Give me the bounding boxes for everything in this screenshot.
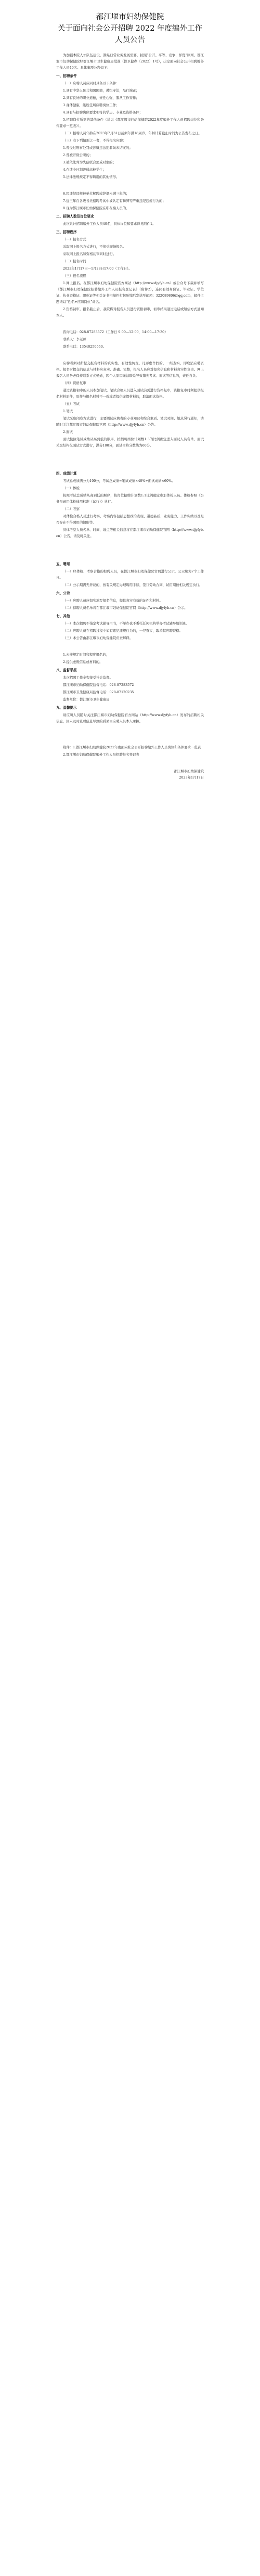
signature-date: 2023年1月17日 (179, 775, 204, 780)
s7-item: （二）应聘人员在招聘过程中如有违纪违规行为的，一经查实，取消其应聘资格。 (63, 629, 183, 633)
s1-exclusion-item: 6.因违纪违规被单位解聘或辞退未满三年的； (63, 192, 129, 196)
s3-consult-phone: 联系电话：13540250660。 (63, 345, 107, 349)
s5-item: （二）公示期满无异议的，按有关规定办理聘用手续，签订劳动合同，试用期按相关规定执行。 (63, 583, 203, 587)
s7-sub-item: 2.提供虚假信息或材料的。 (63, 660, 103, 664)
s3-consult-person: 联系人：李老师 (63, 337, 86, 341)
s6-item: （一）应聘人员应如实填写报名信息，提供真实有效的证件和材料。 (63, 598, 163, 603)
s4-contact: 具体考察人员名单、时间、地点等相关信息将在都江堰市妇幼保健院官网（http://www.djyfyb.cn）公告，请及时关注。 (56, 528, 204, 538)
s8-line: 监督单位：都江堰市卫生健康局 (63, 697, 110, 702)
s4-score: 考试总成绩满分为100分，考试总成绩=笔试成绩×40%+面试成绩×60%。 (63, 479, 175, 483)
s1-exclusion-item: 4.在读全日制普通高校学生； (63, 168, 106, 172)
section-8-heading: 八、监督举报 (56, 668, 77, 672)
s1-exclusion-intro: （三）有下列情形之一者，不得报名应聘： (63, 138, 126, 143)
title-line-1: 关于面向社会公开招聘 2022 年度编外工作 (57, 24, 203, 33)
s1-exclusion-item: 5.法律法规规定不得聘用的其他情形。 (63, 175, 120, 179)
s3b-review: 应聘者须对所提交报名材料的真实性、有效性负责。凡弄虚作假的，一经查实，即取消应聘资格。报名时提交的信息与材料应真实、准确、完整，报名人员应对报名信息和材料真实性负责。网上报名人员务必保持联系方式畅通，因个人原因无法联系导致错失考试、面试等信息的，责任自负。 (56, 361, 204, 378)
s6-item: （二）拟聘人员名单将在都江堰市妇幼保健院官网（http://www.djyfyb.cn）公示。 (63, 606, 188, 610)
attachment-line: 附件：1.都江堰市妇幼保健院2022年度面向社会公开招聘编外工作人员岗位和条件要求一览表 (63, 745, 201, 749)
s3b-fee: 通过资格初审的人员参加笔试，笔试合格人员进入面试前需进行资格复审，资格复审时须提供报名材料原件，原件与报名材料不一致或者提供虚假材料的，取消面试资格。 (56, 388, 204, 399)
attachment-line: 2.都江堰市妇幼保健院编外工作人员招聘报名登记表 (63, 753, 139, 757)
s1-exclusion-item: 3.被依法列为失信联合惩戒对象的； (63, 160, 116, 164)
s4-exam-title: （一）体检 (63, 486, 80, 490)
s1-exclusion-item: 7.近三年在各级各类招聘考试中被认定有舞弊等严重违纪违规行为的； (63, 199, 166, 203)
s8-line: 本次招聘工作全程接受社会监督。 (63, 675, 113, 680)
s4-check-title: （二）考察 (63, 507, 80, 511)
s3-signup-title: （一）报名方式 (63, 237, 86, 241)
s8-line: 都江堰市妇幼保健院监督电话：028-87283572 (63, 683, 134, 687)
s3b-exam-line: 2.面试 (63, 430, 73, 434)
s4-exam: 按照考试总成绩从高到低的顺序，按岗位招聘计划数1:1比例确定参加体检人员。体检参照《公务员录用体检通用标准（试行）》执行。 (56, 493, 204, 504)
s1-item: 1.具有中华人民共和国国籍，遵纪守法，品行端正； (63, 88, 139, 93)
title-line-2: 人员公告 (115, 36, 145, 44)
section-4-heading: 四、成绩计算 (56, 471, 77, 476)
s3-method-step: 1.网上报名。在都江堰市妇幼保健院官方网站（http://www.djyfyb.cn）或公众号下载并填写《都江堰市妇幼保健院招聘编外工作人员报名登记表》（附件2），连同有效身份证、毕业证、学位证、执业资格证、职称证等相关证书扫描件打包压缩后发送至邮箱：322089806@qq.com，邮件主题请以“姓名+应聘岗位”命名。 (56, 281, 204, 304)
section-1-heading: 一、招聘条件 (56, 74, 77, 78)
s1-item: 4.具有与招聘岗位要求相符的学历、专业及资格条件； (63, 110, 143, 114)
s1-item: 3.身体健康，能胜任所应聘岗位工作； (63, 103, 120, 107)
s3-signup-line: 采取网上报名方式进行，不接受现场报名。 (63, 245, 126, 249)
s3-time: 2023年1月17日—1月28日17:00（工作日）。 (63, 266, 132, 271)
s1-exclusion-item: 2.曾被开除公职的； (63, 153, 93, 157)
title-org: 都江堰市妇幼保健院 (96, 13, 164, 21)
s3-signup-line: 采取网上报名和资格初审同时进行。 (63, 252, 116, 256)
s1-item: 2.具有良好的职业道德，责任心强，服从工作安排； (63, 96, 139, 100)
s7-sub-item: 1.未按规定时间和程序报名的； (63, 653, 110, 657)
section-6-heading: 六、公示 (56, 591, 70, 595)
s3-time-title: （二）报名时间 (63, 259, 86, 263)
section-9-heading: 九、温馨提示 (56, 706, 77, 710)
s1-age-note: （二）招聘人员年龄在2023年7月31日前须年满18周岁，年龄计算截止时间为公告发布之日。 (63, 131, 202, 135)
s2-text: 此次共计招聘编外工作人员40名，具体岗位和要求详见附件1。 (63, 222, 156, 226)
s4-check: 对体检合格人员进行考察，考察内容包括思想政治表现、道德品质、业务能力、工作实绩以及是否存在不得聘用的情形等。 (56, 514, 204, 525)
s3-method-step: 2.资格初审。报名截止后，我院将对报名人员进行资格初审，初审结果通过电话或短信方式通知本人。 (56, 307, 204, 317)
s1-intro: （一）应聘人员应同时具备以下条件： (63, 81, 120, 85)
section-5-heading: 五、聘用 (56, 562, 70, 566)
s9-tips: 请应聘人员随时关注都江堰市妇幼保健院官方网站（http://www.djyfyb.cn）发布的招聘相关信息，因未及时查看信息导致的后果由应聘人员本人承担。 (56, 713, 204, 723)
s5-item: （一）经体检、考察合格的拟聘人员，在都江堰市妇幼保健院官网进行公示，公示期为7个工作日。 (56, 569, 204, 580)
s3b-exam-line: 面试按照笔试成绩从高到低的顺序，按招聘岗位计划数1:3的比例确定进入面试人员名单。面试采取结构化面试方式进行，满分100分，面试合格分数线为60分。 (56, 437, 204, 448)
s8-line: 都江堰市卫生健康局监督电话：028-87120235 (63, 690, 134, 694)
s3b-exam-line: 1.笔试 (63, 409, 73, 413)
s3b-exam-line: 笔试采取闭卷方式进行，主要测试应聘者的专业知识和综合素质。笔试时间、地点另行通知，请随时关注都江堰市妇幼保健院官网（http://www.djyfyb.cn）公告。 (56, 416, 204, 427)
s3b-fee-title: （四）资格复审 (63, 381, 86, 385)
section-3-heading: 三、招聘程序 (56, 230, 77, 234)
s3b-exam-title: （五）考试 (63, 402, 80, 406)
section-2-heading: 二、招聘人数及岗位要求 (56, 214, 94, 219)
s3-method-title: （三）报名流程 (63, 274, 86, 278)
s1-exclusion-item: 1.曾受过刑事处罚或涉嫌违法犯罪尚未结案的； (63, 146, 133, 150)
document-title (56, 11, 204, 46)
section-7-heading: 七、其他 (56, 614, 70, 618)
s7-item: （一）本次招聘不指定考试辅导用书，不举办也不委托任何机构举办考试辅导培训班。 (63, 621, 189, 626)
signature-org: 都江堰市妇幼保健院 (174, 769, 204, 773)
s1-exclusion-item: 8.现为都江堰市妇幼保健院在职在编人员的。 (63, 206, 129, 210)
s3-consult: 咨询电话：028-87283572（工作日 9:00—12:00，14:00—17:30） (63, 330, 168, 334)
intro-paragraph: 为加强本院人才队伍建设，满足日常业务发展需要，按照“公开、平等、竞争、择优”原则，都江堰市妇幼保健院经都江堰市卫生健康局批准（都卫健办〔2022〕1号），决定面向社会公开招聘编外工作人员40名。具体事项公告如下： (56, 53, 204, 70)
s7-item: （三）本公告由都江堰市妇幼保健院负责解释。 (63, 636, 133, 640)
s1-item: 5.招聘岗位所需的其他条件（详见《都江堰市妇幼保健院2022年度编外工作人员招聘岗位和条件要求一览表》）。 (56, 118, 204, 128)
